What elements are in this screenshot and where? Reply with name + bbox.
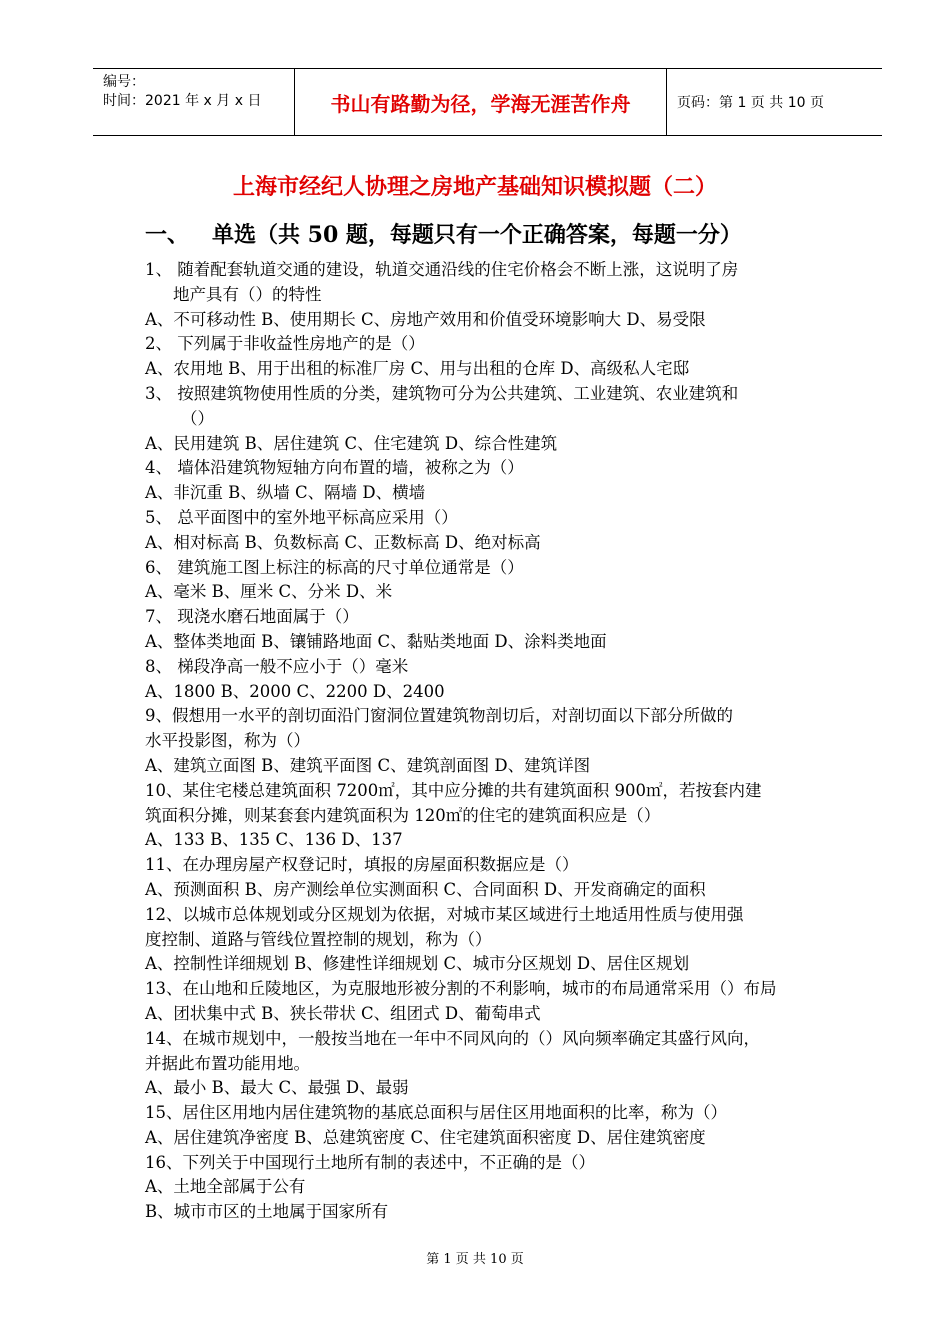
- text-line: A、农用地 B、用于出租的标准厂房 C、用与出租的仓库 D、高级私人宅邸: [145, 359, 690, 379]
- section-heading: 一、 单选（共 50 题，每题只有一个正确答案，每题一分）: [145, 222, 742, 248]
- text-line: 15、居住区用地内居住建筑物的基底总面积与居住区用地面积的比率，称为（）: [145, 1103, 727, 1123]
- text-line: 并据此布置功能用地。: [145, 1053, 310, 1073]
- text-line: A、不可移动性 B、使用期长 C、房地产效用和价值受环境影响大 D、易受限: [145, 309, 706, 329]
- page-footer: 第 1 页 共 10 页: [426, 1252, 524, 1267]
- text-line: 2、 下列属于非收益性房地产的是（）: [145, 334, 425, 354]
- text-line: 16、下列关于中国现行土地所有制的表述中，不正确的是（）: [145, 1152, 595, 1172]
- document-number-label: 编号：: [103, 74, 145, 90]
- document-time-label: 时间：2021 年 x 月 x 日: [103, 93, 262, 109]
- page-header: [93, 68, 882, 136]
- text-line: 6、 建筑施工图上标注的标高的尺寸单位通常是（）: [145, 557, 524, 577]
- header-motto: 书山有路勤为径，学海无涯苦作舟: [295, 69, 667, 135]
- question-list: [145, 258, 875, 1225]
- text-line: 筑面积分摊，则某套套内建筑面积为 120㎡的住宅的建筑面积应是（）: [145, 805, 661, 825]
- text-line: 9、假想用一水平的剖切面沿门窗洞位置建筑物剖切后，对剖切面以下部分所做的: [145, 706, 733, 726]
- text-line: A、相对标高 B、负数标高 C、正数标高 D、绝对标高: [145, 532, 541, 552]
- header-meta: [93, 69, 295, 135]
- text-line: （）: [181, 408, 214, 428]
- text-line: 11、在办理房屋产权登记时，填报的房屋面积数据应是（）: [145, 855, 579, 875]
- header-page-info: 页码：第 1 页 共 10 页: [677, 95, 824, 111]
- text-line: 13、在山地和丘陵地区，为克服地形被分割的不利影响，城市的布局通常采用（）布局: [145, 979, 777, 999]
- text-line: 水平投影图，称为（）: [145, 731, 310, 751]
- text-line: A、毫米 B、厘米 C、分米 D、米: [145, 582, 393, 602]
- text-line: A、整体类地面 B、镶铺路地面 C、黏贴类地面 D、涂料类地面: [145, 631, 607, 651]
- text-line: 14、在城市规划中，一般按当地在一年中不同风向的（）风向频率确定其盛行风向，: [145, 1028, 760, 1048]
- text-line: 7、 现浇水磨石地面属于（）: [145, 607, 359, 627]
- text-line: A、非沉重 B、纵墙 C、隔墙 D、横墙: [145, 483, 426, 503]
- text-line: A、控制性详细规划 B、修建性详细规划 C、城市分区规划 D、居住区规划: [145, 954, 690, 974]
- text-line: 8、 梯段净高一般不应小于（）毫米: [145, 656, 409, 676]
- text-line: A、土地全部属于公有: [145, 1177, 306, 1197]
- text-line: 4、 墙体沿建筑物短轴方向布置的墙，被称之为（）: [145, 458, 524, 478]
- text-line: 3、 按照建筑物使用性质的分类，建筑物可分为公共建筑、工业建筑、农业建筑和: [145, 383, 739, 403]
- text-line: 12、以城市总体规划或分区规划为依据，对城市某区域进行土地适用性质与使用强: [145, 904, 744, 924]
- text-line: A、1800 B、2000 C、2200 D、2400: [145, 681, 445, 701]
- text-line: A、民用建筑 B、居住建筑 C、住宅建筑 D、综合性建筑: [145, 433, 558, 453]
- text-line: A、133 B、135 C、136 D、137: [145, 830, 403, 850]
- document-title: 上海市经纪人协理之房地产基础知识模拟题（二）: [232, 174, 717, 200]
- text-line: A、团状集中式 B、狭长带状 C、组团式 D、葡萄串式: [145, 1003, 541, 1023]
- text-line: A、建筑立面图 B、建筑平面图 C、建筑剖面图 D、建筑详图: [145, 755, 591, 775]
- text-line: 地产具有（）的特性: [173, 284, 322, 304]
- text-line: A、居住建筑净密度 B、总建筑密度 C、住宅建筑面积密度 D、居住建筑密度: [145, 1127, 706, 1147]
- text-line: 1、 随着配套轨道交通的建设，轨道交通沿线的住宅价格会不断上涨，这说明了房: [145, 260, 739, 279]
- text-line: 5、 总平面图中的室外地平标高应采用（）: [145, 507, 458, 527]
- text-line: B、城市市区的土地属于国家所有: [145, 1202, 389, 1222]
- text-line: A、最小 B、最大 C、最强 D、最弱: [145, 1078, 409, 1098]
- text-line: A、预测面积 B、房产测绘单位实测面积 C、合同面积 D、开发商确定的面积: [145, 879, 706, 899]
- text-line: 10、某住宅楼总建筑面积 7200㎡，其中应分摊的共有建筑面积 900㎡，若按套内建: [145, 780, 762, 800]
- text-line: 度控制、道路与管线位置控制的规划，称为（）: [145, 929, 492, 949]
